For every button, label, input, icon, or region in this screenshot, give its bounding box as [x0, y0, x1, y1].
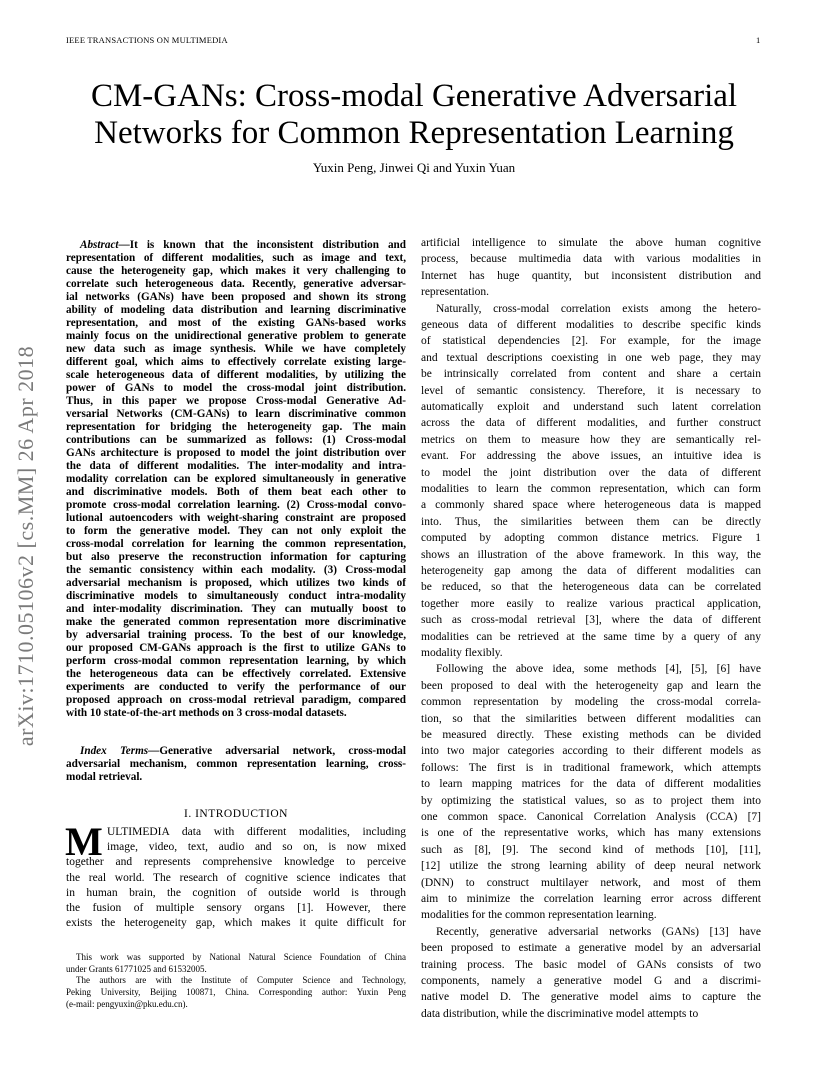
footnotes-line: This work was supported by National Natural Science Foundation of China: [76, 952, 406, 962]
abstract-line: and discriminative models. Both of them beat each other to: [66, 486, 406, 498]
abstract-line: the data of different modalities. The inter-modality and intra-: [66, 460, 406, 472]
rightcol-line: Internet has huge quantity, but inconsistent distribution and: [421, 269, 761, 282]
rightcol-line: by optimizing the statistical values, so as to project them into: [421, 794, 761, 807]
abstract-line: Thus, in this paper we propose Cross-modal Generative Ad-: [66, 395, 406, 407]
rightcol-line: such as cross-modal retrieval [3], where the data of different: [421, 614, 761, 627]
abstract-line: modality correlation can be explored simultaneously in generative: [66, 473, 406, 485]
rightcol-line: a commonly shared space where heterogeneous data is mapped: [421, 499, 761, 512]
section-heading: I. INTRODUCTION: [184, 808, 288, 820]
footnotes-line: Peking University, Beijing 100871, China. Corresponding author: Yuxin Peng: [66, 987, 406, 998]
intro-line: exists the heterogeneity gap, which makes it quite difficult for: [66, 917, 406, 930]
rightcol-line: of statistical dependencies [2]. For example, for the image: [421, 335, 761, 348]
abstract-line: representation, and most of the existing GANs-based works: [66, 317, 406, 329]
abstract-line: our proposed CM-GANs approach is the first to utilize GANs to: [66, 642, 406, 654]
rightcol-line: modality flexibly.: [421, 647, 503, 659]
footnotes-line: under Grants 61771025 and 61532005.: [66, 963, 207, 974]
rightcol-line: [12] utilize the strong learning ability of deep neural network: [421, 860, 761, 873]
rightcol-line: tion, so that the similarities between different modalities can: [421, 712, 761, 725]
abstract-line: scale heterogeneous data of different modalities, by utilizing the: [66, 369, 406, 381]
authors: Yuxin Peng, Jinwei Qi and Yuxin Yuan: [312, 160, 516, 175]
arxiv-identifier: arXiv:1710.05106v2 [cs.MM] 26 Apr 2018: [13, 345, 38, 747]
drop-cap: M: [65, 819, 103, 864]
abstract-line: different goal, which aims to effectively correlate existing large-: [66, 356, 406, 368]
rightcol-line: common representation by modeling the cross-modal correla-: [421, 696, 761, 709]
abstract-line: lutional autoencoders with weight-sharing constraint are proposed: [66, 512, 406, 524]
abstract-line: make the generated common representation more discriminative: [66, 616, 406, 628]
rightcol-line: components, namely a generative model G and a discrimi-: [421, 975, 761, 987]
abstract-line: experiments are conducted to verify the performance of our: [66, 681, 406, 693]
index-terms-line: Index Terms—Generative adversarial network, cross-modal: [80, 745, 406, 757]
index-terms-line: modal retrieval.: [66, 771, 143, 783]
rightcol-line: shows an illustration of the above framework. In this way, the: [421, 548, 761, 561]
abstract-line: new data such as image synthesis. While we have completely: [66, 343, 406, 355]
rightcol-line: be reduced, so that the heterogeneous data can be correlated: [421, 581, 761, 594]
rightcol-line: such as [8], [9]. The second kind of methods [10], [11],: [421, 843, 761, 856]
abstract-line: proposed approach on cross-modal retrieval paradigm, compared: [66, 694, 406, 706]
index-terms-line: adversarial mechanism, common representation learning, cross-: [66, 758, 406, 770]
abstract-line: cross-modal correlation for learning the common representation,: [66, 538, 406, 550]
rightcol-line: level of semantic consistency. Therefore, it is necessary to: [421, 384, 761, 397]
rightcol-line: Recently, generative adversarial networks (GANs) [13] have: [436, 925, 761, 938]
rightcol-line: (DNN) to construct multilayer network, and most of them: [421, 876, 761, 889]
rightcol-line: data distribution, while the discriminative model attempts to: [421, 1007, 699, 1020]
rightcol-line: been proposed to estimate a generative model by an adversarial: [421, 942, 761, 955]
intro-line: in human brain, the cognition of outside world is through: [66, 886, 406, 899]
rightcol-line: to model the joint distribution over the data of different: [421, 466, 761, 479]
abstract-line: GANs architecture is proposed to model the joint distribution over: [66, 447, 406, 459]
abstract-line: representation of different modalities, such as image and text,: [66, 252, 406, 264]
rightcol-line: representation.: [421, 286, 490, 299]
intro-line: together and represents comprehensive knowledge to perceive: [66, 856, 406, 869]
abstract-line: power of GANs to model the cross-modal joint distribution.: [66, 382, 406, 394]
intro-line: image, video, text, audio and so on, is now mixed: [107, 841, 406, 854]
rightcol-line: be measured directly. These existing methods can be divided: [421, 729, 761, 741]
abstract-line: correlate such heterogeneous data. Recently, generative adversar-: [66, 278, 406, 290]
rightcol-line: modalities to learn the common representation, which can form: [421, 483, 761, 495]
rightcol-line: modalities for the common representation learning.: [421, 909, 657, 922]
rightcol-line: geneous data of different modalities to describe specific kinds: [421, 319, 761, 331]
rightcol-line: Following the above idea, some methods [4], [5], [6] have: [436, 663, 761, 676]
abstract-line: the heterogeneous data can be effectively correlated. Extensive: [66, 668, 406, 680]
abstract-line: with 10 state-of-the-art methods on 3 cross-modal datasets.: [66, 707, 347, 719]
rightcol-line: modalities can be retrieved at the same time by a query of any: [421, 630, 761, 643]
abstract-line: contributions can be summarized as follows: (1) Cross-modal: [66, 434, 406, 446]
page-number: 1: [756, 35, 761, 45]
abstract-line: Abstract—It is known that the inconsistent distribution and: [80, 239, 406, 251]
rightcol-line: process, because multimedia data with various modalities in: [421, 253, 761, 266]
abstract-line: and inter-modality discrimination. They can mutually boost to: [66, 603, 406, 615]
intro-line: the fusion of multiple sensory organs [1]. However, there: [66, 902, 406, 914]
rightcol-line: been proposed to deal with the heterogeneity gap and learn the: [421, 679, 761, 692]
rightcol-line: and textual descriptions coexisting in one web page, they may: [421, 351, 761, 364]
rightcol-line: evant. For addressing the above issues, an intuitive idea is: [421, 450, 761, 463]
rightcol-line: automatically exploit and understand such latent correlation: [421, 401, 761, 413]
rightcol-line: into. Thus, the similarities between them can be directly: [421, 515, 761, 528]
paper-title-line-2: Networks for Common Representation Learning: [94, 115, 734, 151]
abstract-line: to form the generative model. They can not only exploit the: [66, 525, 406, 537]
running-header: IEEE TRANSACTIONS ON MULTIMEDIA: [66, 35, 228, 45]
rightcol-line: heterogeneity gap among the data of different modalities can: [421, 565, 761, 577]
abstract-line: mainly focus on the unidirectional generative problem to generate: [66, 330, 406, 342]
abstract-line: cause the heterogeneity gap, which makes it very challenging to: [66, 265, 406, 277]
rightcol-line: computed by adopting common distance metrics. Figure 1: [421, 532, 761, 545]
abstract-line: perform cross-modal common representation learning, by which: [66, 655, 406, 667]
rightcol-line: metrics on them to measure how they are semantically rel-: [421, 433, 761, 446]
intro-line: ULTIMEDIA data with different modalities, including: [107, 826, 406, 838]
abstract-line: versarial Networks (CM-GANs) to learn discriminative common: [66, 408, 406, 420]
rightcol-line: is one of the representative works, which has many extensions: [421, 827, 761, 840]
rightcol-line: artificial intelligence to simulate the above human cognitive: [421, 237, 761, 249]
rightcol-line: together more easily to realize various practical application,: [421, 597, 761, 610]
rightcol-line: be intrinsically correlated from content and share a certain: [421, 368, 761, 381]
footnotes-line: (e-mail: pengyuxin@pku.edu.cn).: [66, 998, 188, 1009]
rightcol-line: training process. The basic model of GANs consists of two: [421, 958, 761, 971]
abstract-line: ability of modeling data distribution and learning discriminative: [66, 304, 406, 316]
abstract-line: ial networks (GANs) have been proposed and shown its strong: [66, 291, 406, 303]
rightcol-line: native model D. The generative model aims to capture the: [421, 991, 761, 1004]
abstract-line: representation for bridging the heterogeneity gap. The main: [66, 421, 406, 433]
intro-line: the real world. The research of cognitive science indicates that: [66, 871, 406, 884]
abstract-line: by adversarial training process. To the best of our knowledge,: [66, 629, 406, 641]
abstract-line: discriminative models to simultaneously conduct intra-modality: [66, 590, 406, 602]
footnotes-line: The authors are with the Institute of Computer Science and Technology,: [76, 975, 406, 986]
abstract-line: the semantic consistency within each modality. (3) Cross-modal: [66, 564, 406, 576]
rightcol-line: to learn mapping matrices for the data of different modalities: [421, 778, 761, 791]
abstract-line: promote cross-modal correlation learning. (2) Cross-modal convo-: [66, 499, 406, 511]
abstract-line: but also preserve the reconstruction information for capturing: [66, 551, 406, 563]
rightcol-line: into two major categories according to their different models as: [421, 745, 761, 758]
paper-title-line-1: CM-GANs: Cross-modal Generative Adversarial: [90, 78, 738, 114]
rightcol-line: follows: The first is in traditional framework, which attempts: [421, 761, 761, 774]
rightcol-line: aim to minimize the correlation learning error across different: [421, 893, 761, 905]
rightcol-line: one common space. Canonical Correlation Analysis (CCA) [7]: [421, 811, 761, 823]
rightcol-line: Naturally, cross-modal correlation exists among the hetero-: [436, 302, 761, 315]
rightcol-line: across the data of different modalities, and further construct: [421, 417, 761, 430]
abstract-line: adversarial mechanism is proposed, which utilizes two kinds of: [66, 577, 406, 589]
